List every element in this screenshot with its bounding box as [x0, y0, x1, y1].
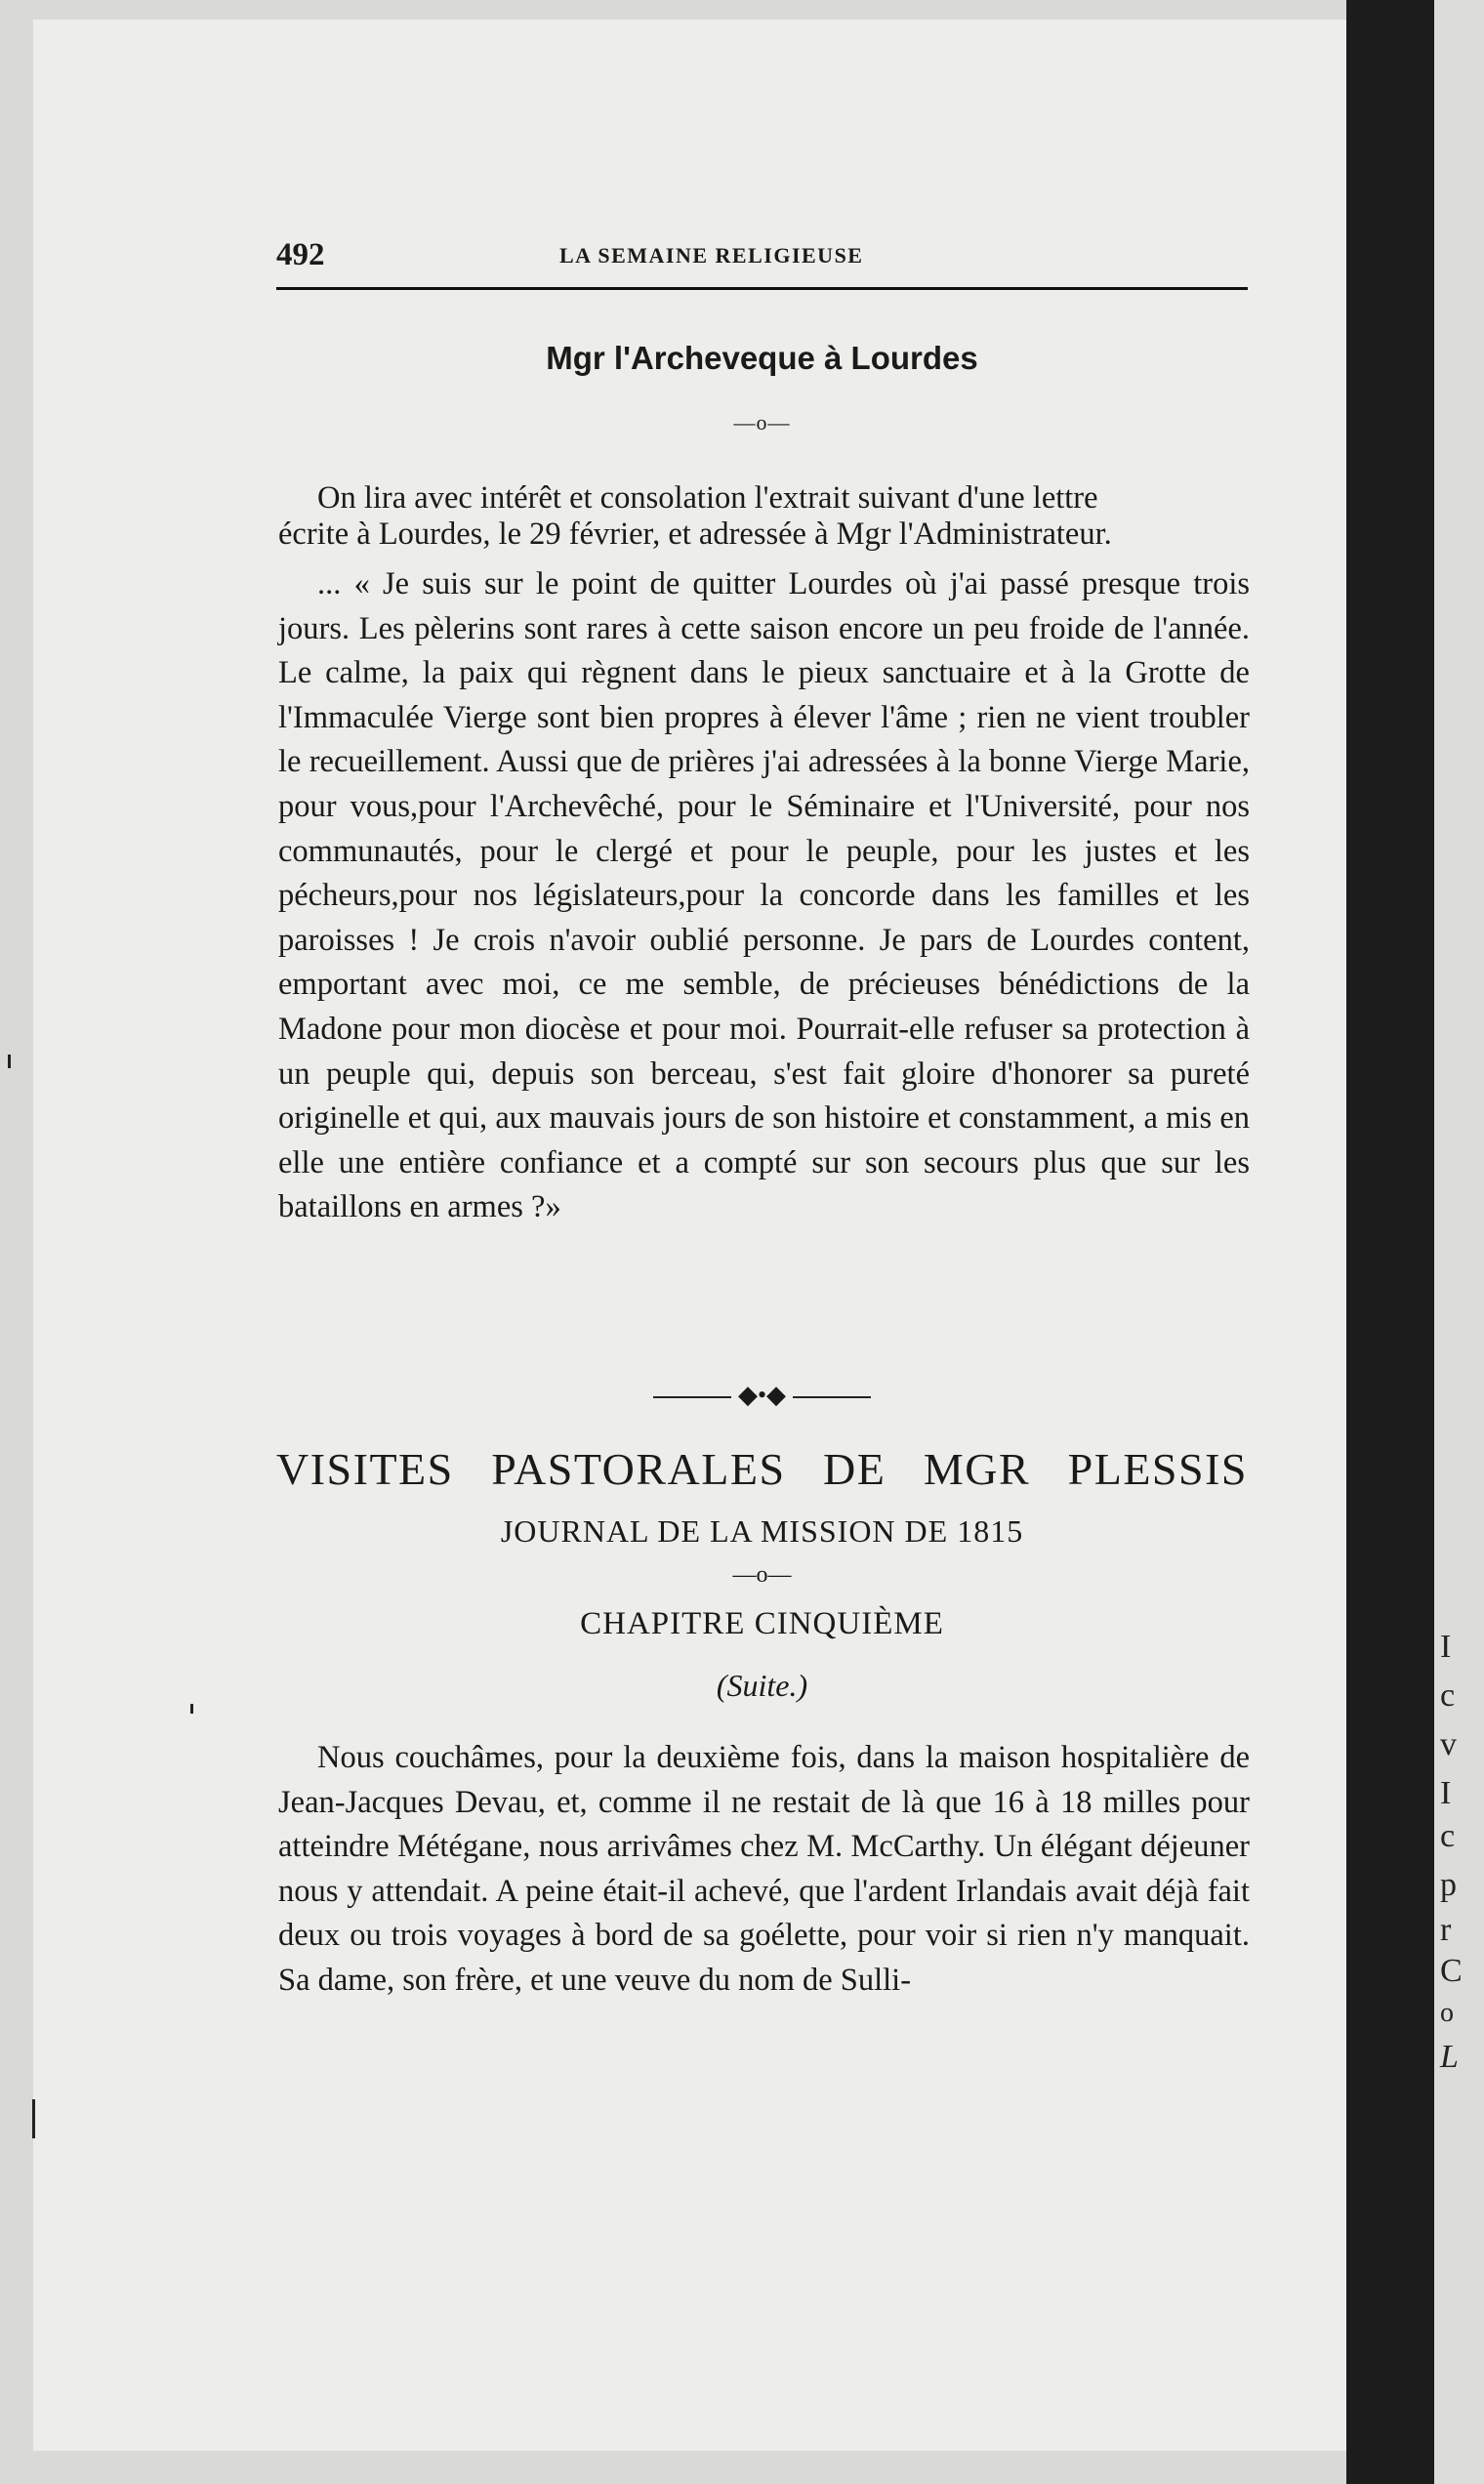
chapter-body — [278, 1736, 1250, 2004]
adjacent-page-fragment: I — [1440, 1775, 1452, 1811]
adjacent-page-fragment: v — [1440, 1726, 1457, 1762]
adjacent-page-fragment: r — [1440, 1912, 1452, 1948]
chapter-paragraph: Nous couchâmes, pour la deuxième fois, dans la maison hospitalière de Jean-Jacques Devau, et, comme il ne restait de là que 16 à 18 milles pour atteindre Métégane, nous arrivâmes chez M. McCarthy. Un élégant déjeuner nous y attendait. A peine était-il achevé, que l'ardent Irlandais avait déjà fait deux ou trois voyages à bord de sa goélette, pour voir si rien n'y manquait. Sa dame, son frère, et une veuve du nom de Sulli- — [278, 1740, 1250, 1998]
article-quote — [278, 562, 1250, 1230]
adjacent-page-fragment: I — [1440, 1629, 1452, 1665]
intro-line: écrite à Lourdes, le 29 février, et adressée à Mgr l'Administrateur. — [278, 517, 1112, 552]
running-head — [276, 237, 1248, 286]
page-gutter-shadow — [1346, 0, 1434, 2484]
section-title: VISITES PASTORALES DE MGR PLESSIS — [276, 1444, 1248, 1494]
journal-title: LA SEMAINE RELIGIEUSE — [559, 243, 864, 268]
section-subtitle: JOURNAL DE LA MISSION DE 1815 — [500, 1513, 1024, 1549]
divider-rule-left — [653, 1396, 731, 1398]
adjacent-page-fragment: L — [1440, 2039, 1459, 2075]
intro-line: On lira avec intérêt et consolation l'extrait suivant d'une lettre — [317, 480, 1098, 516]
chapter-title: CHAPITRE CINQUIÈME — [580, 1606, 944, 1641]
scan-speck — [32, 2099, 35, 2138]
chapter-note: (Suite.) — [716, 1668, 808, 1703]
book-page — [33, 20, 1346, 2451]
title-ornament: —o— — [733, 410, 791, 435]
adjacent-page-edge — [1434, 0, 1484, 2484]
scan-speck — [8, 1055, 11, 1068]
divider-rule-right — [793, 1396, 871, 1398]
adjacent-page-fragment: p — [1440, 1867, 1457, 1903]
adjacent-page-fragment: o — [1440, 1998, 1454, 2028]
article-title: Mgr l'Archeveque à Lourdes — [546, 340, 978, 376]
page-number: 492 — [276, 237, 325, 272]
header-rule — [276, 287, 1248, 290]
scan-speck — [190, 1704, 193, 1714]
divider-ornament: ◆•◆ — [737, 1381, 787, 1409]
article-intro — [278, 480, 1250, 553]
quote-paragraph: ... « Je suis sur le point de quitter Lourdes où j'ai passé presque trois jours. Les pèlerins sont rares à cette saison encore un peu froide de l'année. Le calme, la paix qui règnent dans le pieux sanctuaire et à la Grotte de l'Immaculée Vierge sont bien propres à élever l'âme ; rien ne vient troubler le recueillement. Aussi que de prières j'ai adressées à la bonne Vierge Marie, pour vous,pour l'Archevêché, pour le Séminaire et l'Université, pour nos communautés, pour le clergé et pour le peuple, pour les justes et les pécheurs,pour nos législateurs,pour la concorde dans les familles et les paroisses ! Je crois n'avoir oublié personne. Je pars de Lourdes content, emportant avec moi, ce me semble, de précieuses bénédictions de la Madone pour mon diocèse et pour moi. Pourrait-elle refuser sa protection à un peuple qui, depuis son berceau, s'est fait gloire d'honorer sa pureté originelle et qui, aux mauvais jours de son histoire et constamment, a mis en elle une entière confiance et a compté sur son secours plus que sur les bataillons en armes ?» — [278, 566, 1250, 1225]
adjacent-page-fragment: C — [1440, 1953, 1463, 1989]
adjacent-page-fragment: c — [1440, 1677, 1456, 1714]
adjacent-page-fragment: c — [1440, 1818, 1456, 1854]
subtitle-ornament: —o— — [732, 1562, 792, 1588]
section-divider — [276, 1381, 1248, 1410]
